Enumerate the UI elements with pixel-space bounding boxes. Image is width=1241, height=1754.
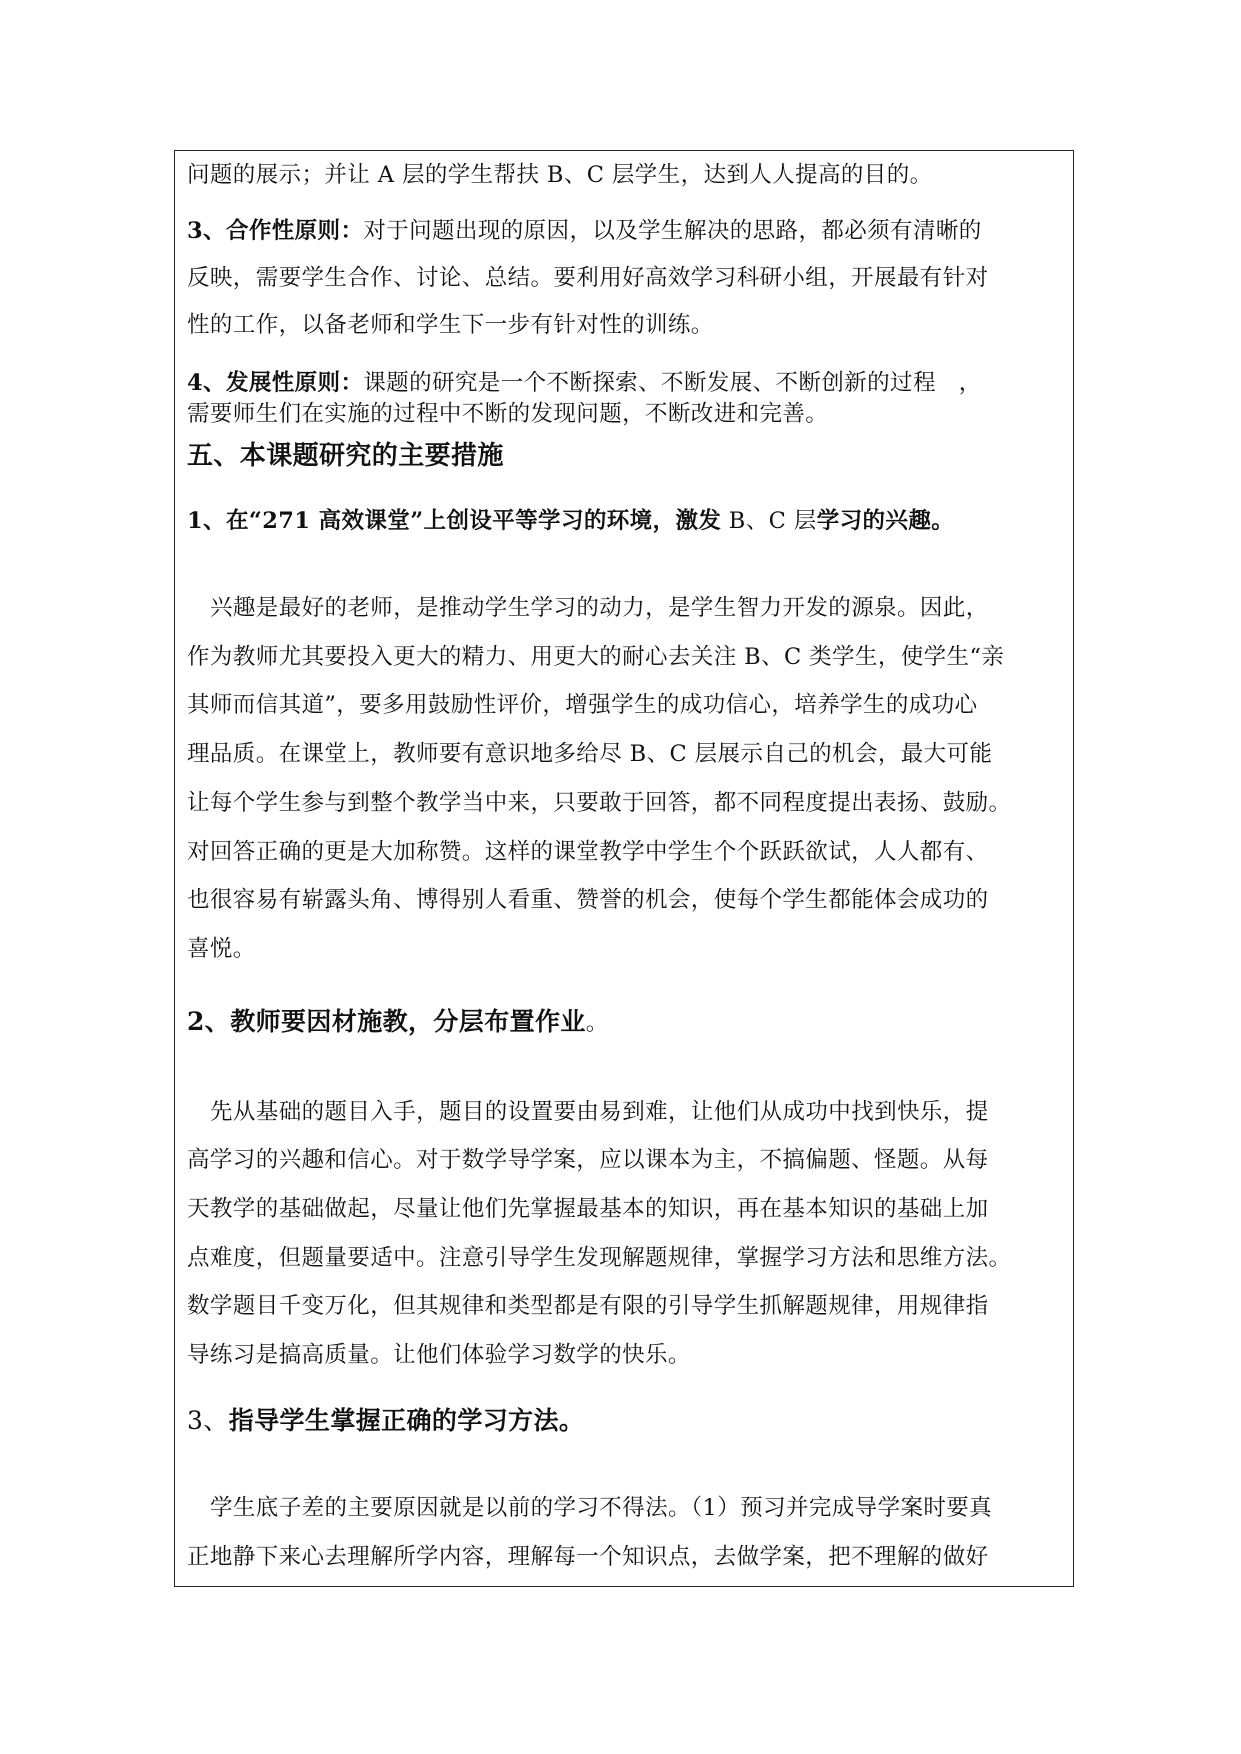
text-line: 让每个学生参与到整个教学当中来，只要敢于回答，都不同程度提出表扬、鼓励。 <box>187 790 1012 816</box>
text-line: 高学习的兴趣和信心。对于数学导学案，应以课本为主，不搞偏题、怪题。从每 <box>187 1147 989 1173</box>
measure-heading-3 <box>187 1406 584 1437</box>
text-line: 反映，需要学生合作、讨论、总结。要利用好高效学习科研小组，开展最有针对 <box>187 265 989 291</box>
section-heading: 五、本课题研究的主要措施 <box>187 441 504 471</box>
principle-text: 课题的研究是一个不断探索、不断发展、不断创新的过程 ， <box>363 370 982 396</box>
principle-label: 3、合作性原则： <box>187 218 364 244</box>
text-line: 对回答正确的更是大加称赞。这样的课堂教学中学生个个跃跃欲试，人人都有、 <box>187 839 989 865</box>
text-line: 学生底子差的主要原因就是以前的学习不得法。（1）预习并完成导学案时要真 <box>210 1495 993 1521</box>
text-line: 正地静下来心去理解所学内容，理解每一个知识点，去做学案，把不理解的做好 <box>187 1544 989 1570</box>
text-line: 其师而信其道”，要多用鼓励性评价，增强学生的成功信心，培养学生的成功心 <box>187 692 978 718</box>
text-line: 问题的展示；并让 A 层的学生帮扶 B、C 层学生，达到人人提高的目的。 <box>187 162 933 188</box>
document-frame <box>174 150 1074 1587</box>
text-line: 数学题目千变万化，但其规律和类型都是有限的引导学生抓解题规律，用规律指 <box>187 1293 989 1319</box>
principle-development <box>187 368 982 398</box>
heading-part: 指导学生掌握正确的学习方法。 <box>228 1406 585 1435</box>
text-line: 也很容易有崭露头角、博得别人看重、赞誉的机会，使每个学生都能体会成功的 <box>187 887 989 913</box>
heading-part: 学习的兴趣。 <box>816 508 955 534</box>
text-line: 先从基础的题目入手，题目的设置要由易到难，让他们从成功中找到快乐，提 <box>210 1099 989 1125</box>
text-line: 性的工作，以备老师和学生下一步有针对性的训练。 <box>187 312 714 338</box>
text-line: 喜悦。 <box>187 936 256 962</box>
text-line: 导练习是搞高质量。让他们体验学习数学的快乐。 <box>187 1342 691 1368</box>
measure-heading-1 <box>187 506 954 536</box>
text-line: 理品质。在课堂上，教师要有意识地多给尽 B、C 层展示自己的机会，最大可能 <box>187 741 993 767</box>
principle-text: 对于问题出现的原因，以及学生解决的思路，都必须有清晰的 <box>363 218 982 244</box>
text-line: 天教学的基础做起，尽量让他们先掌握最基本的知识，再在基本知识的基础上加 <box>187 1196 989 1222</box>
heading-part: 1、在“271 高效课堂”上创设平等学习的环境，激发 <box>187 508 722 534</box>
heading-part: 2、教师要因材施教，分层布置作业 <box>187 1007 586 1036</box>
heading-part: 。 <box>585 1010 609 1036</box>
principle-label: 4、发展性原则： <box>187 370 364 396</box>
text-line: 兴趣是最好的老师，是推动学生学习的动力，是学生智力开发的源泉。因此， <box>210 595 989 621</box>
heading-part: B、C 层 <box>721 508 817 534</box>
measure-heading-2 <box>187 1007 609 1038</box>
text-line: 需要师生们在实施的过程中不断的发现问题，不断改进和完善。 <box>187 401 829 427</box>
text-line: 点难度，但题量要适中。注意引导学生发现解题规律，掌握学习方法和思维方法。 <box>187 1245 1012 1271</box>
text-line: 作为教师尤其要投入更大的精力、用更大的耐心去关注 B、C 类学生，使学生“亲 <box>187 644 1005 670</box>
heading-part: 3、 <box>187 1406 229 1435</box>
principle-cooperation <box>187 216 982 246</box>
